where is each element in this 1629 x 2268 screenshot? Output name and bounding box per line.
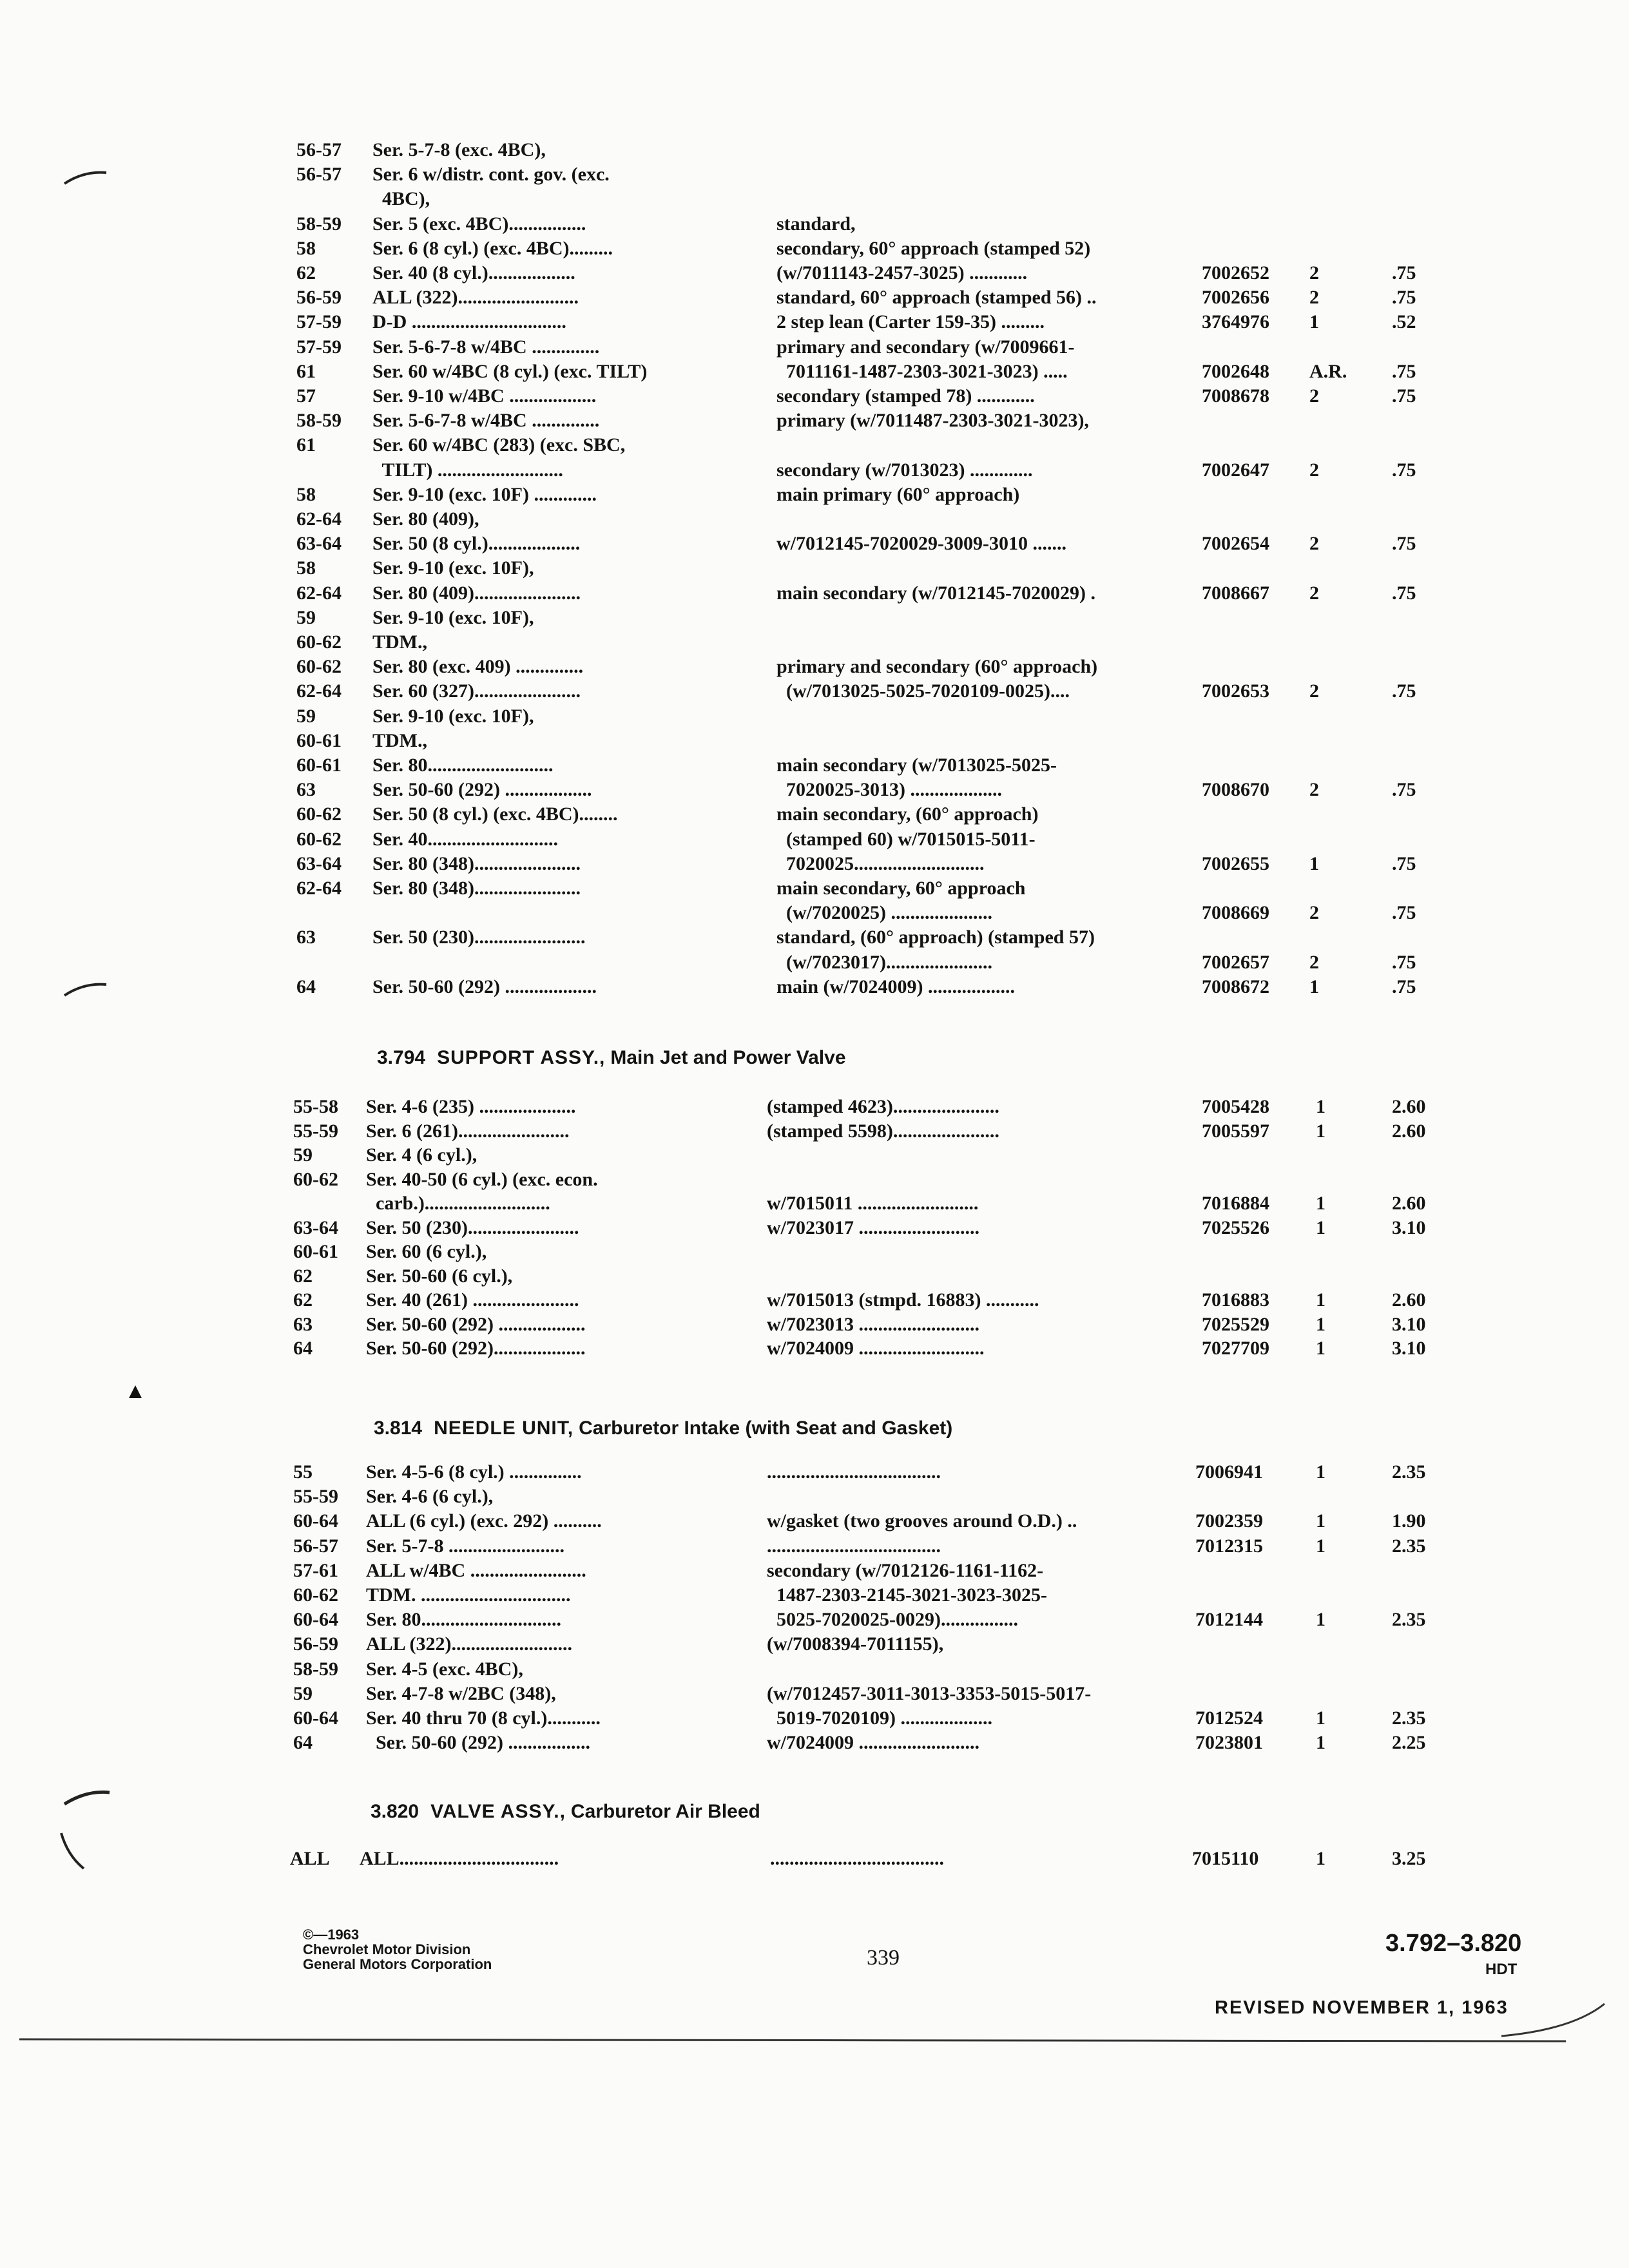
section-subtitle: Main Jet and Power Valve	[610, 1047, 846, 1068]
part-description: 7020025...........................	[776, 852, 985, 874]
price: .75	[1392, 779, 1416, 801]
model-series: TDM.,	[372, 729, 427, 751]
model-series: TILT) ..........................	[372, 459, 563, 481]
ink-speck	[129, 1385, 142, 1398]
model-series: Ser. 9-10 (exc. 10F) .............	[372, 483, 597, 505]
year-range: 60-64	[293, 1609, 338, 1631]
part-number: 7002359	[1195, 1510, 1263, 1532]
price: .52	[1392, 311, 1416, 333]
part-description: (stamped 5598)......................	[767, 1120, 999, 1142]
page-edge-curl	[1501, 2004, 1605, 2036]
model-series: Ser. 60 w/4BC (283) (exc. SBC,	[372, 434, 626, 456]
quantity: 2	[1309, 459, 1319, 481]
year-range: 62-64	[296, 508, 342, 530]
part-description: secondary (w/7013023) .............	[776, 459, 1033, 481]
year-range: 60-61	[296, 754, 342, 776]
series-code: HDT	[1485, 1961, 1518, 1978]
part-number: 7008678	[1202, 385, 1269, 407]
year-range: 63-64	[293, 1216, 338, 1238]
quantity: 1	[1316, 1338, 1325, 1359]
part-description: secondary (w/7012126-1161-1162-	[767, 1559, 1044, 1581]
price: 3.25	[1392, 1848, 1426, 1869]
year-range: 60-62	[293, 1168, 338, 1190]
model-series: Ser. 4-5-6 (8 cyl.) ...............	[366, 1461, 582, 1483]
part-description: secondary (stamped 78) ............	[776, 385, 1035, 407]
part-description: ....................................	[767, 1461, 941, 1483]
model-series: Ser. 4-7-8 w/2BC (348),	[366, 1682, 556, 1704]
price: .75	[1392, 902, 1416, 924]
quantity: 1	[1316, 1461, 1325, 1483]
section-number: 3.820	[371, 1801, 419, 1822]
price: 3.10	[1392, 1338, 1426, 1359]
part-number: 7008670	[1202, 779, 1269, 801]
part-description: (w/7012457-3011-3013-3353-5015-5017-	[767, 1682, 1092, 1704]
section-title: VALVE ASSY.,	[430, 1801, 566, 1822]
part-description: standard, 60° approach (stamped 56) ..	[776, 287, 1097, 309]
price: 2.35	[1392, 1609, 1426, 1631]
quantity: 1	[1316, 1732, 1325, 1754]
section-title: SUPPORT ASSY.,	[437, 1047, 606, 1068]
part-number: 3764976	[1202, 311, 1269, 333]
model-series: Ser. 40 thru 70 (8 cyl.)...........	[366, 1707, 601, 1729]
model-series: Ser. 40 (261) ......................	[366, 1289, 579, 1311]
model-series: 4BC),	[372, 188, 430, 210]
model-series: ALL (322).........................	[372, 287, 579, 309]
quantity: 1	[1316, 1707, 1325, 1729]
quantity: A.R.	[1309, 360, 1347, 382]
part-description: main secondary, (60° approach)	[776, 803, 1039, 825]
price: .75	[1392, 680, 1416, 702]
quantity: 2	[1309, 902, 1319, 924]
quantity: 1	[1316, 1848, 1325, 1869]
division-name: Chevrolet Motor Division	[303, 1941, 471, 1957]
year-range: 56-57	[296, 139, 342, 160]
part-description: (w/7023017)......................	[776, 951, 992, 973]
price: .75	[1392, 852, 1416, 874]
part-description: (stamped 60) w/7015015-5011-	[776, 828, 1036, 850]
quantity: 2	[1309, 533, 1319, 555]
part-description: (w/7008394-7011155),	[767, 1633, 944, 1655]
model-series: ALL.................................	[360, 1848, 559, 1869]
quantity: 1	[1309, 311, 1319, 333]
part-description: primary and secondary (60° approach)	[776, 656, 1098, 678]
model-series: Ser. 80 (348)......................	[372, 852, 581, 874]
price: .75	[1392, 385, 1416, 407]
model-series: ALL (6 cyl.) (exc. 292) ..........	[366, 1510, 602, 1532]
price: 2.60	[1392, 1120, 1426, 1142]
model-series: Ser. 80..........................	[372, 754, 554, 776]
year-range: 58-59	[293, 1658, 338, 1680]
model-series: Ser. 80.............................	[366, 1609, 562, 1631]
section-number: 3.814	[374, 1418, 423, 1439]
part-number: 7023801	[1195, 1732, 1263, 1754]
part-number: 7002657	[1202, 951, 1269, 973]
part-number: 7025529	[1202, 1313, 1269, 1335]
model-series: Ser. 5-6-7-8 w/4BC ..............	[372, 336, 600, 358]
part-description: (stamped 4623)......................	[767, 1096, 999, 1117]
part-description: 7011161-1487-2303-3021-3023) .....	[776, 360, 1068, 382]
model-series: Ser. 6 w/distr. cont. gov. (exc.	[372, 164, 610, 186]
year-range: ALL	[290, 1848, 330, 1869]
year-range: 57-59	[296, 311, 342, 333]
quantity: 2	[1309, 385, 1319, 407]
year-range: 60-62	[293, 1584, 338, 1606]
part-number: 7025526	[1202, 1216, 1269, 1238]
year-range: 59	[293, 1682, 313, 1704]
year-range: 56-59	[293, 1633, 338, 1655]
year-range: 63	[293, 1313, 313, 1335]
year-range: 62	[296, 262, 316, 284]
year-range: 63-64	[296, 852, 342, 874]
quantity: 2	[1309, 262, 1319, 284]
price: 2.25	[1392, 1732, 1426, 1754]
year-range: 62	[293, 1289, 313, 1311]
year-range: 61	[296, 360, 316, 382]
quantity: 1	[1316, 1313, 1325, 1335]
year-range: 57	[296, 385, 316, 407]
model-series: Ser. 6 (261).......................	[366, 1120, 570, 1142]
section-title: NEEDLE UNIT,	[434, 1418, 574, 1439]
year-range: 58-59	[296, 213, 342, 235]
section-subtitle: Carburetor Intake (with Seat and Gasket)	[579, 1418, 953, 1439]
part-number: 7002652	[1202, 262, 1269, 284]
part-number: 7008667	[1202, 582, 1269, 604]
quantity: 1	[1316, 1609, 1325, 1631]
price: .75	[1392, 360, 1416, 382]
year-range: 58	[296, 483, 316, 505]
model-series: Ser. 50-60 (292) ...................	[372, 975, 597, 997]
quantity: 2	[1309, 951, 1319, 973]
part-description: ....................................	[767, 1535, 941, 1557]
part-description: main secondary (w/7012145-7020029) .	[776, 582, 1095, 604]
model-series: Ser. 50 (8 cyl.)...................	[372, 533, 581, 555]
year-range: 60-64	[293, 1510, 338, 1532]
model-series: Ser. 5 (exc. 4BC)................	[372, 213, 586, 235]
part-description: w/7024009 ..........................	[767, 1338, 985, 1359]
year-range: 55-58	[293, 1096, 338, 1117]
year-range: 61	[296, 434, 316, 456]
model-series: TDM. ...............................	[366, 1584, 571, 1606]
model-series: carb.)..........................	[366, 1193, 550, 1214]
model-series: Ser. 60 (327)......................	[372, 680, 581, 702]
part-description: main (w/7024009) ..................	[776, 975, 1015, 997]
quantity: 2	[1309, 582, 1319, 604]
year-range: 60-62	[296, 631, 342, 653]
part-description: 5019-7020109) ...................	[767, 1707, 992, 1729]
quantity: 1	[1309, 975, 1319, 997]
part-description: main secondary (w/7013025-5025-	[776, 754, 1057, 776]
model-series: Ser. 60 w/4BC (8 cyl.) (exc. TILT)	[372, 360, 648, 382]
model-series: Ser. 4-6 (235) ....................	[366, 1096, 576, 1117]
part-number: 7027709	[1202, 1338, 1269, 1359]
part-description: (w/7020025) .....................	[776, 902, 992, 924]
price: .75	[1392, 975, 1416, 997]
punch-hole-mark-middle	[64, 985, 106, 995]
price: .75	[1392, 262, 1416, 284]
model-series: ALL w/4BC ........................	[366, 1559, 586, 1581]
part-description: standard, (60° approach) (stamped 57)	[776, 927, 1095, 948]
price: .75	[1392, 287, 1416, 309]
year-range: 60-62	[296, 803, 342, 825]
model-series: Ser. 5-7-8 (exc. 4BC),	[372, 139, 546, 160]
year-range: 63	[296, 779, 316, 801]
part-description: main primary (60° approach)	[776, 483, 1020, 505]
year-range: 58	[296, 557, 316, 579]
year-range: 62-64	[296, 582, 342, 604]
year-range: 60-61	[296, 729, 342, 751]
year-range: 58-59	[296, 410, 342, 432]
quantity: 1	[1316, 1096, 1325, 1117]
part-description: (w/7013025-5025-7020109-0025)....	[776, 680, 1070, 702]
model-series: Ser. 4-6 (6 cyl.),	[366, 1486, 494, 1508]
quantity: 2	[1309, 287, 1319, 309]
model-series: Ser. 80 (348)......................	[372, 878, 581, 899]
punch-hole-mark-bottom	[64, 1792, 110, 1804]
part-description: w/7023017 .........................	[767, 1216, 979, 1238]
model-series: Ser. 4-5 (exc. 4BC),	[366, 1658, 523, 1680]
price: .75	[1392, 459, 1416, 481]
price: 2.60	[1392, 1193, 1426, 1214]
model-series: Ser. 50 (8 cyl.) (exc. 4BC)........	[372, 803, 618, 825]
part-description: w/7023013 .........................	[767, 1313, 979, 1335]
price: 2.35	[1392, 1535, 1426, 1557]
model-series: Ser. 9-10 w/4BC ..................	[372, 385, 597, 407]
price: 2.35	[1392, 1707, 1426, 1729]
part-description: w/7015011 .........................	[767, 1193, 979, 1214]
year-range: 62-64	[296, 680, 342, 702]
model-series: Ser. 40 (8 cyl.)..................	[372, 262, 575, 284]
year-range: 56-59	[296, 287, 342, 309]
model-series: Ser. 50 (230).......................	[366, 1216, 579, 1238]
part-number: 7016884	[1202, 1193, 1269, 1214]
year-range: 57-61	[293, 1559, 338, 1581]
year-range: 56-57	[293, 1535, 338, 1557]
part-number: 7005428	[1202, 1096, 1269, 1117]
part-number: 7006941	[1195, 1461, 1263, 1483]
model-series: Ser. 9-10 (exc. 10F),	[372, 606, 534, 628]
part-number: 7002655	[1202, 852, 1269, 874]
section-number: 3.794	[377, 1047, 426, 1068]
year-range: 55	[293, 1461, 313, 1483]
model-series: Ser. 6 (8 cyl.) (exc. 4BC).........	[372, 237, 613, 259]
part-description: 2 step lean (Carter 159-35) .........	[776, 311, 1045, 333]
part-description: 7020025-3013) ...................	[776, 779, 1002, 801]
year-range: 59	[296, 705, 316, 727]
corporation-name: General Motors Corporation	[303, 1956, 492, 1972]
price: 1.90	[1392, 1510, 1426, 1532]
price: 3.10	[1392, 1313, 1426, 1335]
part-number: 7008672	[1202, 975, 1269, 997]
section-subtitle: Carburetor Air Bleed	[570, 1801, 760, 1822]
year-range: 62	[293, 1265, 313, 1287]
part-number: 7008669	[1202, 902, 1269, 924]
quantity: 1	[1316, 1216, 1325, 1238]
model-series: Ser. 40...........................	[372, 828, 559, 850]
part-number: 7002654	[1202, 533, 1269, 555]
model-series: Ser. 80 (409)......................	[372, 582, 581, 604]
part-number: 7002656	[1202, 287, 1269, 309]
quantity: 2	[1309, 779, 1319, 801]
year-range: 59	[293, 1144, 313, 1166]
part-number: 7005597	[1202, 1120, 1269, 1142]
year-range: 64	[293, 1732, 313, 1754]
part-description: standard,	[776, 213, 856, 235]
part-description: w/7024009 .........................	[767, 1732, 979, 1754]
quantity: 1	[1316, 1120, 1325, 1142]
year-range: 58	[296, 237, 316, 259]
model-series: Ser. 9-10 (exc. 10F),	[372, 557, 534, 579]
part-number: 7012524	[1195, 1707, 1263, 1729]
page-number: 339	[867, 1946, 900, 1970]
model-series: Ser. 50-60 (292) .................	[366, 1732, 591, 1754]
part-description: w/7015013 (stmpd. 16883) ...........	[767, 1289, 1039, 1311]
revision-date: REVISED NOVEMBER 1, 1963	[1215, 1997, 1509, 2018]
model-series: Ser. 80 (409),	[372, 508, 479, 530]
copyright-notice: ©—1963	[303, 1927, 360, 1943]
year-range: 56-57	[296, 164, 342, 186]
year-range: 62-64	[296, 878, 342, 899]
model-series: Ser. 50 (230).......................	[372, 927, 586, 948]
part-description: primary and secondary (w/7009661-	[776, 336, 1075, 358]
part-number: 7015110	[1192, 1848, 1259, 1869]
model-series: Ser. 60 (6 cyl.),	[366, 1241, 487, 1262]
model-series: Ser. 50-60 (292) ..................	[372, 779, 592, 801]
model-series: D-D ................................	[372, 311, 566, 333]
year-range: 63	[296, 927, 316, 948]
model-series: Ser. 80 (exc. 409) ..............	[372, 656, 584, 678]
year-range: 55-59	[293, 1120, 338, 1142]
part-description: ....................................	[770, 1848, 944, 1869]
model-series: Ser. 4 (6 cyl.),	[366, 1144, 477, 1166]
year-range: 64	[293, 1338, 313, 1359]
part-description: (w/7011143-2457-3025) ............	[776, 262, 1028, 284]
quantity: 2	[1309, 680, 1319, 702]
year-range: 64	[296, 975, 316, 997]
price: 2.35	[1392, 1461, 1426, 1483]
year-range: 59	[296, 606, 316, 628]
year-range: 57-59	[296, 336, 342, 358]
year-range: 55-59	[293, 1486, 338, 1508]
model-series: TDM.,	[372, 631, 427, 653]
part-description: 1487-2303-2145-3021-3023-3025-	[767, 1584, 1047, 1606]
model-series: Ser. 5-6-7-8 w/4BC ..............	[372, 410, 600, 432]
part-description: 5025-7020025-0029)................	[767, 1609, 1018, 1631]
year-range: 63-64	[296, 533, 342, 555]
model-series: Ser. 50-60 (292) ..................	[366, 1313, 586, 1335]
part-number: 7002648	[1202, 360, 1269, 382]
price: 2.60	[1392, 1289, 1426, 1311]
year-range: 60-62	[296, 656, 342, 678]
part-description: main secondary, 60° approach	[776, 878, 1026, 899]
model-series: Ser. 9-10 (exc. 10F),	[372, 705, 534, 727]
quantity: 1	[1316, 1510, 1325, 1532]
price: 2.60	[1392, 1096, 1426, 1117]
part-number: 7016883	[1202, 1289, 1269, 1311]
quantity: 1	[1316, 1289, 1325, 1311]
punch-hole-mark-curl	[61, 1833, 84, 1869]
quantity: 1	[1316, 1535, 1325, 1557]
price: 3.10	[1392, 1216, 1426, 1238]
part-number: 7002647	[1202, 459, 1269, 481]
year-range: 60-64	[293, 1707, 338, 1729]
year-range: 60-61	[293, 1241, 338, 1262]
punch-hole-mark-top	[64, 173, 106, 184]
quantity: 1	[1316, 1193, 1325, 1214]
model-series: Ser. 5-7-8 ........................	[366, 1535, 565, 1557]
price: .75	[1392, 951, 1416, 973]
model-series: Ser. 50-60 (6 cyl.),	[366, 1265, 513, 1287]
model-series: ALL (322).........................	[366, 1633, 573, 1655]
price: .75	[1392, 582, 1416, 604]
section-range: 3.792–3.820	[1385, 1930, 1522, 1957]
part-description: secondary, 60° approach (stamped 52)	[776, 237, 1091, 259]
price: .75	[1392, 533, 1416, 555]
part-description: w/gasket (two grooves around O.D.) ..	[767, 1510, 1077, 1532]
part-number: 7012315	[1195, 1535, 1263, 1557]
year-range: 60-62	[296, 828, 342, 850]
part-number: 7012144	[1195, 1609, 1263, 1631]
part-number: 7002653	[1202, 680, 1269, 702]
page-edge-line	[19, 2039, 1566, 2041]
model-series: Ser. 50-60 (292)...................	[366, 1338, 586, 1359]
part-description: primary (w/7011487-2303-3021-3023),	[776, 410, 1089, 432]
model-series: Ser. 40-50 (6 cyl.) (exc. econ.	[366, 1168, 598, 1190]
quantity: 1	[1309, 852, 1319, 874]
part-description: w/7012145-7020029-3009-3010 .......	[776, 533, 1066, 555]
